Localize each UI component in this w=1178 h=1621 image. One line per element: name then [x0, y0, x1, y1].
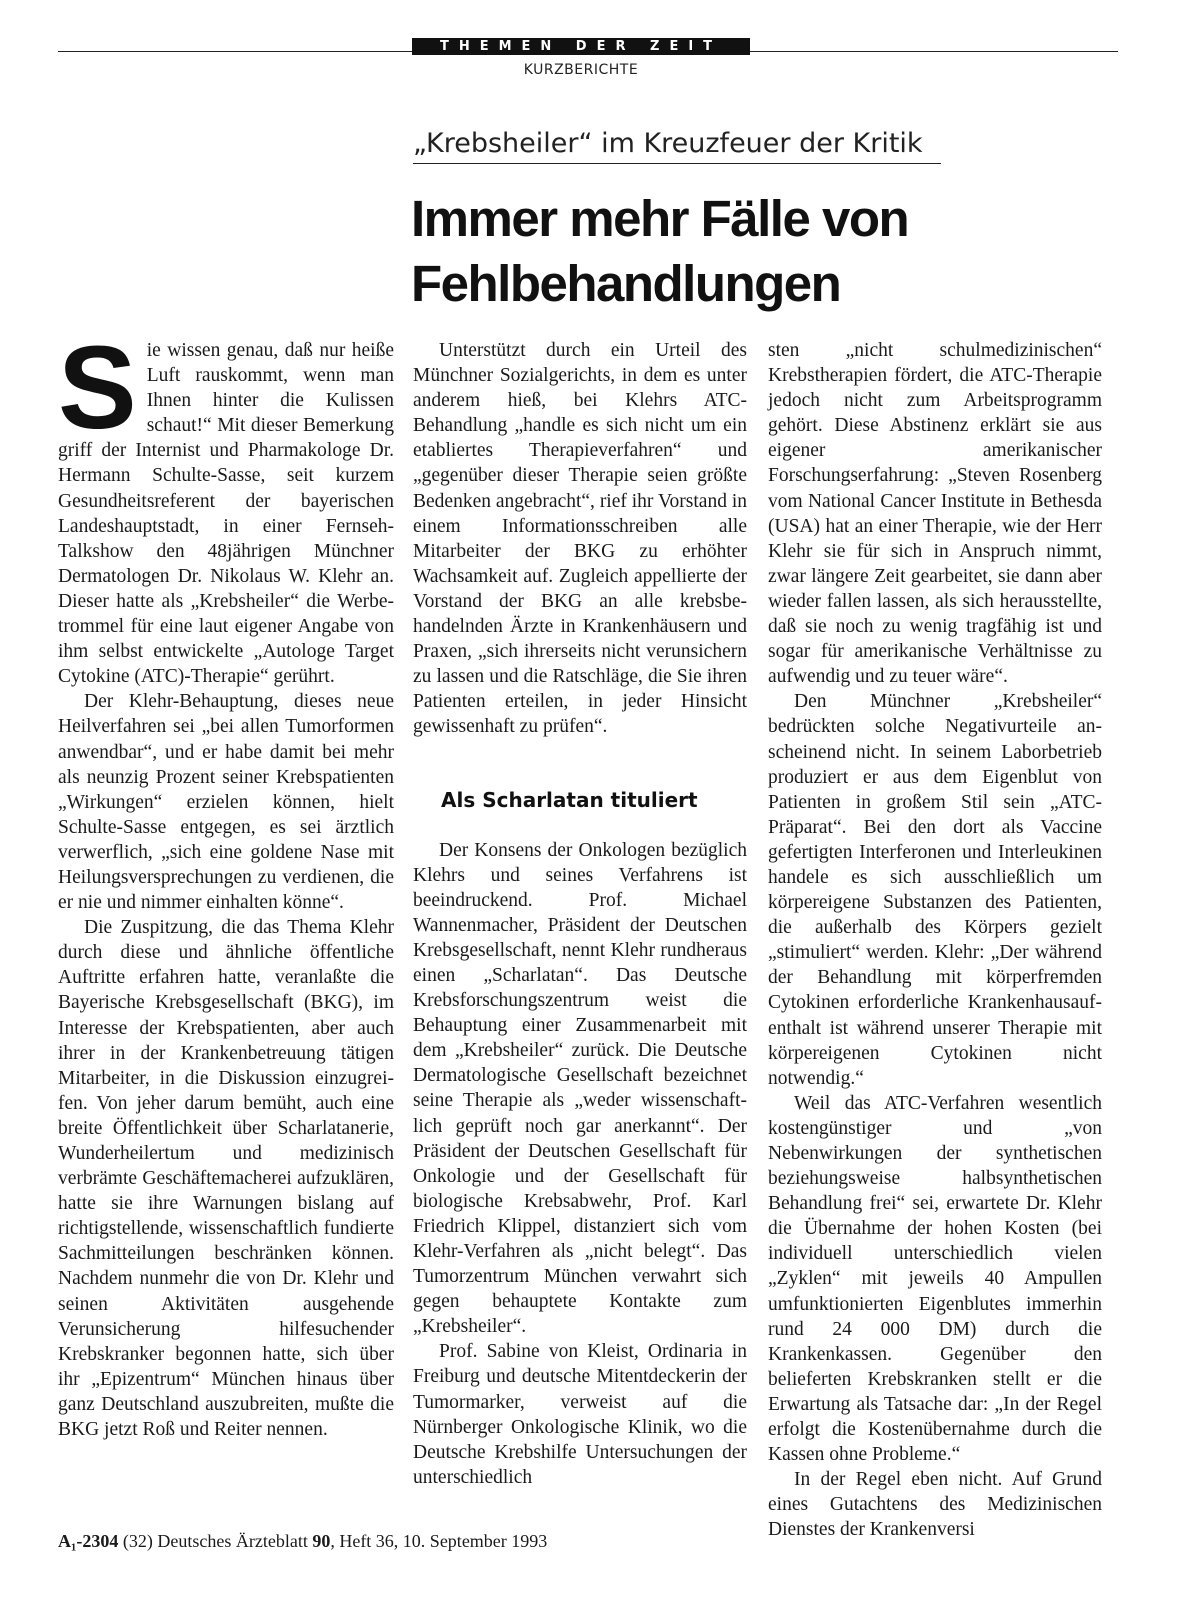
text-column-3: [768, 338, 1102, 1541]
article-kicker: „Krebsheiler“ im Kreuzfeuer der Kritik: [413, 128, 923, 159]
drop-cap: S: [58, 322, 137, 454]
paragraph: Der Konsens der Onkologen bezüglich Klehrs und seines Verfahrens ist beeindruckend. Prof. Michael Wannenmacher, Präsident der Deutschen Krebsgesellschaft, nennt Klehr rundheraus einen „Scharlatan“. Das Deutsche Krebsforschungszentrum weist die Behauptung einer Zusammenarbeit mit dem „Krebsheiler“ zurück. Die Deutsche Dermatologische Gesellschaft bezeichnet seine Therapie als „weder wissenschaftlich geprüft noch gar anerkannt“. Der Präsident der Deutschen Gesellschaft für Onkologie und der Gesellschaft für biologische Krebsabwehr, Prof. Karl Friedrich Klippel, distanziert sich vom Klehr-Verfahren als „nicht belegt“. Das Tumorzentrum München verwahrt sich gegen behauptete Kontakte zum „Krebsheiler“.: [413, 839, 747, 1338]
issue-date: , Heft 36, 10. September 1993: [330, 1531, 548, 1551]
paragraph: Unterstützt durch ein Urteil des Münchner Sozialgerichts, in dem es unter anderem hieß, bei Klehrs ATC-Behandlung „handle es sich nicht um ein etabliertes Therapieverfahren“ und „gegenüber dieser Therapie seien größte Bedenken angebracht“, rief ihr Vorstand in einem Informationsschreiben alle Mitarbeiter der BKG zu erhöhter Wachsamkeit auf. Zugleich appellierte der Vorstand der BKG an alle krebsbehandelnden Ärzte in Krankenhäusern und Praxen, „sich ihrerseits nicht verunsichern zu lassen und die Ratschläge, die Sie ihren Patienten erteilen, in jeder Hinsicht gewissenhaft zu prüfen“.: [413, 340, 747, 738]
paragraph: sten „nicht schulmedizinischen“ Krebstherapien fördert, die ATC-Therapie jedoch nicht zum Arbeitsprogramm gehört. Diese Abstinenz erklärt sie aus eigener amerikanischer Forschungserfahrung: „Steven Rosenberg vom National Cancer Institute in Bethesda (USA) hat an einer Therapie, wie der Herr Klehr sie für sich in Anspruch nimmt, zwar längere Zeit gearbeitet, sie dann aber wieder fallen lassen, als sich herausstellte, daß sie noch zu wenig tragfähig ist und sogar für amerikanische Verhältnisse zu aufwendig und zu teuer wäre“.: [768, 340, 1102, 688]
paragraph: Prof. Sabine von Kleist, Ordinaria in Freiburg und deutsche Mitentdeckerin der Tumormarker, verweist auf die Nürnberger Onkologische Klinik, wo die Deutsche Krebshilfe Untersuchungen der unterschiedlich: [413, 1341, 747, 1488]
volume-number: 90: [312, 1531, 331, 1551]
page-footer: [58, 1531, 547, 1552]
section-subheading: Als Scharlatan tituliert: [441, 787, 698, 812]
kicker-underline: [413, 163, 941, 164]
paragraph: In der Regel eben nicht. Auf Grund eines Gutachtens des Medizinischen Dienstes der Krankenversi: [768, 1469, 1102, 1541]
subsection-label: KURZBERICHTE: [523, 62, 639, 78]
paragraph: Die Zuspitzung, die das Thema Klehr durch diese und ähnliche öffentliche Auftritte erfahren hatte, veranlaßte die Bayerische Krebsgesellschaft (BKG), im Interesse der Krebspatienten, aber auch ihrer in der Krankenbetreuung tätigen Mitarbeiter, in die Diskussion einzugreifen. Von jeher darum bemüht, auch eine breite Öffentlichkeit über Scharlatanerie, Wunderheilertum und medizinisch verbrämte Geschäftemacherei aufzuklären, hatte sie ihre Warnungen bislang auf richtigstellende, wissenschaftlich fundierte Sachmitteilungen beschränken können. Nachdem nunmehr die von Dr. Klehr und seinen Aktivitäten ausgehende Verunsicherung hilfesuchender Krebskranker begonnen hatte, sich über ihr „Epizentrum“ München hinaus über ganz Deutschland auszubreiten, mußte die BKG jetzt Roß und Reiter nennen.: [58, 917, 394, 1441]
text-column-2: [413, 338, 747, 1488]
paragraph: ie wissen genau, daß nur heiße Luft rauskommt, wenn man Ihnen hinter die Kulissen schaut!“ Mit dieser Bemerkung griff der Internist und Pharmakologe Dr. Hermann Schulte-Sasse, seit kurzem Gesundheitsreferent der bayerischen Landeshauptstadt, in einer Fernseh-Talkshow den 48jährigen Münchner Dermatologen Dr. Nikolaus W. Klehr an. Dieser hatte als „Krebsheiler“ die Werbetrommel für eine laut eigener Angabe von ihm selbst entwickelte „Autologe Target Cytokine (ATC)-Therapie“ gerührt.: [58, 340, 394, 688]
article-headline: Immer mehr Fälle von Fehlbehandlungen: [411, 190, 909, 312]
page-number: A₁-2304: [58, 1531, 119, 1551]
journal-name: (32) Deutsches Ärzteblatt: [122, 1531, 308, 1551]
text-column-1: [58, 322, 394, 1484]
paragraph: Weil das ATC-Verfahren wesentlich kostengünstiger und „von Nebenwirkungen der synthetischen beziehungsweise halbsynthetischen Behandlung frei“ sei, erwartete Dr. Klehr die Übernahme der hohen Kosten (bei individuell unterschiedlich vielen „Zyklen“ mit jeweils 40 Ampullen umfunktionierten Eigenblutes immerhin rund 24 000 DM) durch die Krankenkassen. Gegenüber den belieferten Krebskranken stellt er die Erwartung als Tatsache dar: „In der Regel erfolgt die Kostenübernahme durch die Kassen ohne Probleme.“: [768, 1092, 1102, 1466]
paragraph: Den Münchner „Krebsheiler“ bedrückten solche Negativurteile anscheinend nicht. In seinem Laborbetrieb produziert er aus dem Eigenblut von Patienten in großem Stil sein „ATC-Präparat“. Bei den dort als Vaccine gefertigten Interferonen und Interleukinen handele es sich ausschließlich um körpereigene Substanzen des Patienten, die außerhalb des Körpers gezielt „stimuliert“ werden. Klehr: „Der während der Behandlung mit körperfremden Cytokinen erforderliche Krankenhausaufenthalt ist während unserer Therapie mit körpereigenen Cytokinen nicht notwendig.“: [768, 691, 1102, 1089]
paragraph: Der Klehr-Behauptung, dieses neue Heilverfahren sei „bei allen Tumorformen anwendbar“, und er habe damit bei mehr als neunzig Prozent seiner Krebspatienten „Wirkungen“ erzielen können, hielt Schulte-Sasse entgegen, es sei ärztlich verwerflich, „sich eine goldene Nase mit Heilungsversprechungen zu verdienen, die er nie und nimmer einhalten könne“.: [58, 691, 394, 914]
section-label: THEMEN DER ZEIT: [412, 38, 750, 55]
